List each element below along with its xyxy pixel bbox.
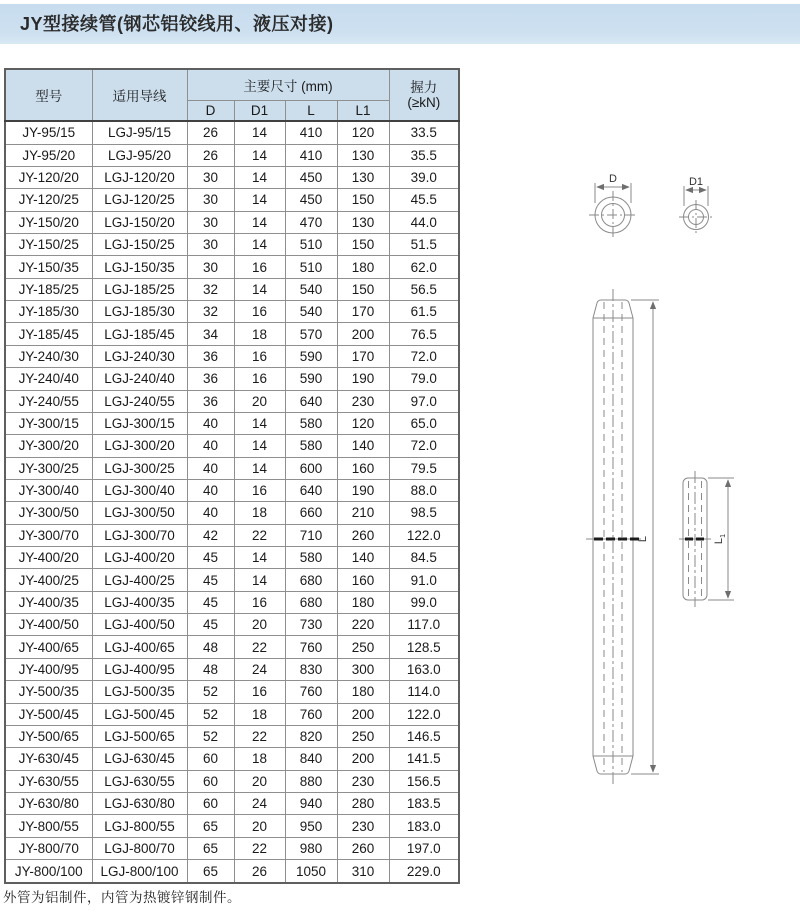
table-cell: JY-300/20 — [5, 435, 92, 457]
table-cell: 14 — [234, 189, 285, 211]
table-cell: 128.5 — [389, 636, 459, 658]
table-cell: 65 — [187, 815, 234, 837]
table-cell: 14 — [234, 569, 285, 591]
table-cell: 32 — [187, 278, 234, 300]
table-cell: 230 — [337, 390, 389, 412]
table-cell: 130 — [337, 144, 389, 166]
table-cell: JY-300/15 — [5, 412, 92, 434]
table-cell: 26 — [187, 144, 234, 166]
table-cell: 190 — [337, 479, 389, 501]
title-bar — [0, 4, 800, 44]
table-cell: 14 — [234, 166, 285, 188]
table-cell: 310 — [337, 860, 389, 883]
table-cell: JY-400/65 — [5, 636, 92, 658]
table-cell: 200 — [337, 323, 389, 345]
table-cell: 250 — [337, 725, 389, 747]
table-cell: 950 — [285, 815, 337, 837]
table-cell: 200 — [337, 703, 389, 725]
table-row — [5, 234, 459, 256]
table-cell: JY-120/25 — [5, 189, 92, 211]
table-cell: LGJ-400/20 — [92, 547, 187, 569]
table-cell: 98.5 — [389, 502, 459, 524]
technical-drawing — [555, 150, 775, 805]
table-cell: 62.0 — [389, 256, 459, 278]
col-header-grip — [389, 69, 459, 121]
table-cell: 45.5 — [389, 189, 459, 211]
page-title: JY型接续管(钢芯铝铰线用、液压对接) — [20, 14, 334, 34]
col-header-d: D — [187, 100, 234, 121]
table-row — [5, 435, 459, 457]
table-cell: JY-400/50 — [5, 614, 92, 636]
table-cell: JY-500/45 — [5, 703, 92, 725]
col-header-d1: D1 — [234, 100, 285, 121]
table-cell: JY-630/80 — [5, 792, 92, 814]
table-cell: 88.0 — [389, 479, 459, 501]
table-cell: 410 — [285, 121, 337, 144]
table-cell: LGJ-400/50 — [92, 614, 187, 636]
table-cell: JY-185/30 — [5, 301, 92, 323]
table-cell: 540 — [285, 278, 337, 300]
col-header-dimensions-group: 主要尺寸 (mm) — [187, 69, 389, 100]
table-row — [5, 658, 459, 680]
table-cell: LGJ-95/20 — [92, 144, 187, 166]
table-cell: 22 — [234, 636, 285, 658]
table-cell: 140 — [337, 435, 389, 457]
circle-diagram-d1 — [679, 176, 713, 234]
table-cell: 72.0 — [389, 435, 459, 457]
table-cell: LGJ-120/25 — [92, 189, 187, 211]
table-cell: 52 — [187, 703, 234, 725]
table-row — [5, 792, 459, 814]
table-cell: JY-630/45 — [5, 748, 92, 770]
table-cell: LGJ-400/35 — [92, 591, 187, 613]
table-cell: LGJ-630/80 — [92, 792, 187, 814]
table-cell: 730 — [285, 614, 337, 636]
table-cell: 590 — [285, 368, 337, 390]
table-row — [5, 636, 459, 658]
table-cell: 280 — [337, 792, 389, 814]
spec-table-header — [5, 69, 459, 121]
table-cell: 760 — [285, 636, 337, 658]
table-cell: 20 — [234, 614, 285, 636]
table-row — [5, 256, 459, 278]
table-cell: 24 — [234, 658, 285, 680]
table-row — [5, 569, 459, 591]
table-cell: 14 — [234, 144, 285, 166]
table-cell: JY-300/50 — [5, 502, 92, 524]
table-cell: 820 — [285, 725, 337, 747]
table-cell: 16 — [234, 681, 285, 703]
table-row — [5, 457, 459, 479]
table-cell: 1050 — [285, 860, 337, 883]
table-cell: 680 — [285, 569, 337, 591]
table-cell: 97.0 — [389, 390, 459, 412]
table-cell: 30 — [187, 234, 234, 256]
table-cell: 146.5 — [389, 725, 459, 747]
table-cell: 180 — [337, 591, 389, 613]
table-cell: 52 — [187, 681, 234, 703]
col-header-l1: L1 — [337, 100, 389, 121]
table-cell: 18 — [234, 323, 285, 345]
table-cell: LGJ-500/45 — [92, 703, 187, 725]
table-cell: JY-240/30 — [5, 345, 92, 367]
table-cell: 840 — [285, 748, 337, 770]
table-cell: 940 — [285, 792, 337, 814]
table-cell: 180 — [337, 256, 389, 278]
table-cell: 580 — [285, 435, 337, 457]
table-cell: LGJ-800/55 — [92, 815, 187, 837]
table-cell: 18 — [234, 502, 285, 524]
table-cell: 26 — [187, 121, 234, 144]
table-cell: 14 — [234, 234, 285, 256]
table-row — [5, 837, 459, 859]
table-cell: 22 — [234, 837, 285, 859]
table-cell: 30 — [187, 166, 234, 188]
table-cell: 14 — [234, 278, 285, 300]
table-cell: 450 — [285, 166, 337, 188]
table-cell: 20 — [234, 390, 285, 412]
table-cell: JY-400/25 — [5, 569, 92, 591]
footnote: 外管为铝制件，内管为热镀锌钢制件。 — [3, 890, 241, 905]
table-cell: 32 — [187, 301, 234, 323]
table-cell: 710 — [285, 524, 337, 546]
table-cell: 130 — [337, 166, 389, 188]
table-row — [5, 301, 459, 323]
table-cell: JY-630/55 — [5, 770, 92, 792]
tube-long-diagram — [586, 289, 659, 784]
table-cell: 470 — [285, 211, 337, 233]
table-cell: JY-400/35 — [5, 591, 92, 613]
table-row — [5, 479, 459, 501]
table-row — [5, 166, 459, 188]
table-cell: 36 — [187, 368, 234, 390]
table-cell: 40 — [187, 435, 234, 457]
table-cell: 39.0 — [389, 166, 459, 188]
table-row — [5, 412, 459, 434]
table-cell: JY-800/100 — [5, 860, 92, 883]
table-cell: 48 — [187, 658, 234, 680]
table-cell: 45 — [187, 547, 234, 569]
table-cell: 30 — [187, 211, 234, 233]
table-cell: 20 — [234, 815, 285, 837]
table-cell: 14 — [234, 435, 285, 457]
table-cell: JY-240/40 — [5, 368, 92, 390]
table-cell: 117.0 — [389, 614, 459, 636]
table-cell: 16 — [234, 256, 285, 278]
table-cell: LGJ-185/45 — [92, 323, 187, 345]
table-cell: JY-120/20 — [5, 166, 92, 188]
table-cell: 61.5 — [389, 301, 459, 323]
table-row — [5, 524, 459, 546]
table-cell: 590 — [285, 345, 337, 367]
table-cell: LGJ-120/20 — [92, 166, 187, 188]
table-cell: 640 — [285, 390, 337, 412]
table-cell: 140 — [337, 547, 389, 569]
table-row — [5, 278, 459, 300]
table-cell: 52 — [187, 725, 234, 747]
table-row — [5, 703, 459, 725]
table-cell: 197.0 — [389, 837, 459, 859]
table-row — [5, 368, 459, 390]
table-cell: LGJ-95/15 — [92, 121, 187, 144]
table-cell: 183.0 — [389, 815, 459, 837]
table-body — [5, 121, 459, 883]
dim-label-d: D — [609, 173, 617, 185]
table-cell: 160 — [337, 569, 389, 591]
table-cell: 170 — [337, 301, 389, 323]
table-cell: 14 — [234, 457, 285, 479]
table-cell: 40 — [187, 457, 234, 479]
table-row — [5, 390, 459, 412]
table-cell: 35.5 — [389, 144, 459, 166]
table-row — [5, 502, 459, 524]
table-cell: JY-150/25 — [5, 234, 92, 256]
table-cell: 20 — [234, 770, 285, 792]
table-cell: 830 — [285, 658, 337, 680]
table-row — [5, 748, 459, 770]
table-cell: 300 — [337, 658, 389, 680]
col-header-grip-line2: (≥kN) — [407, 95, 441, 110]
table-cell: 760 — [285, 681, 337, 703]
table-cell: 45 — [187, 569, 234, 591]
table-cell: 44.0 — [389, 211, 459, 233]
table-cell: LGJ-240/55 — [92, 390, 187, 412]
table-row — [5, 323, 459, 345]
table-row — [5, 614, 459, 636]
table-cell: 180 — [337, 681, 389, 703]
header-row-group — [5, 69, 459, 100]
table-cell: 24 — [234, 792, 285, 814]
circle-diagram-d — [589, 173, 637, 239]
col-header-model: 型号 — [5, 69, 92, 121]
table-cell: 150 — [337, 189, 389, 211]
table-cell: LGJ-800/100 — [92, 860, 187, 883]
table-row — [5, 725, 459, 747]
table-row — [5, 345, 459, 367]
table-cell: 18 — [234, 703, 285, 725]
table-row — [5, 681, 459, 703]
table-cell: 229.0 — [389, 860, 459, 883]
table-cell: LGJ-800/70 — [92, 837, 187, 859]
table-cell: LGJ-150/25 — [92, 234, 187, 256]
table-cell: 65 — [187, 860, 234, 883]
table-cell: 16 — [234, 479, 285, 501]
table-cell: 42 — [187, 524, 234, 546]
table-cell: 60 — [187, 770, 234, 792]
table-cell: 450 — [285, 189, 337, 211]
table-cell: 33.5 — [389, 121, 459, 144]
table-cell: 14 — [234, 211, 285, 233]
table-cell: LGJ-400/25 — [92, 569, 187, 591]
table-cell: 76.5 — [389, 323, 459, 345]
table-cell: 65.0 — [389, 412, 459, 434]
table-cell: LGJ-300/40 — [92, 479, 187, 501]
table-cell: 640 — [285, 479, 337, 501]
table-cell: 156.5 — [389, 770, 459, 792]
table-cell: 150 — [337, 278, 389, 300]
table-cell: LGJ-400/65 — [92, 636, 187, 658]
table-cell: 230 — [337, 770, 389, 792]
table-cell: JY-300/70 — [5, 524, 92, 546]
table-cell: 79.5 — [389, 457, 459, 479]
table-cell: 72.0 — [389, 345, 459, 367]
dim-label-l: L — [637, 535, 649, 543]
table-cell: 65 — [187, 837, 234, 859]
table-cell: LGJ-630/45 — [92, 748, 187, 770]
spec-table — [4, 68, 460, 884]
table-cell: 760 — [285, 703, 337, 725]
table-cell: JY-300/25 — [5, 457, 92, 479]
table-cell: 16 — [234, 591, 285, 613]
table-cell: 163.0 — [389, 658, 459, 680]
table-cell: 570 — [285, 323, 337, 345]
table-cell: JY-185/25 — [5, 278, 92, 300]
table-cell: 16 — [234, 368, 285, 390]
table-cell: LGJ-500/65 — [92, 725, 187, 747]
table-cell: 250 — [337, 636, 389, 658]
table-cell: JY-150/20 — [5, 211, 92, 233]
table-cell: 190 — [337, 368, 389, 390]
table-cell: 160 — [337, 457, 389, 479]
table-cell: 980 — [285, 837, 337, 859]
col-header-conductor: 适用导线 — [92, 69, 187, 121]
table-cell: JY-300/40 — [5, 479, 92, 501]
table-cell: LGJ-300/25 — [92, 457, 187, 479]
table-cell: 220 — [337, 614, 389, 636]
table-cell: 170 — [337, 345, 389, 367]
table-cell: 26 — [234, 860, 285, 883]
table-cell: 260 — [337, 837, 389, 859]
table-cell: 40 — [187, 412, 234, 434]
table-cell: 60 — [187, 748, 234, 770]
table-cell: JY-400/95 — [5, 658, 92, 680]
table-cell: LGJ-300/50 — [92, 502, 187, 524]
table-cell: 22 — [234, 524, 285, 546]
table-cell: 30 — [187, 189, 234, 211]
table-cell: LGJ-150/20 — [92, 211, 187, 233]
table-row — [5, 815, 459, 837]
table-cell: 34 — [187, 323, 234, 345]
table-cell: LGJ-300/70 — [92, 524, 187, 546]
table-cell: 260 — [337, 524, 389, 546]
table-row — [5, 121, 459, 144]
table-cell: LGJ-400/95 — [92, 658, 187, 680]
table-cell: 230 — [337, 815, 389, 837]
table-cell: JY-400/20 — [5, 547, 92, 569]
table-cell: 60 — [187, 792, 234, 814]
table-cell: 120 — [337, 412, 389, 434]
table-cell: 880 — [285, 770, 337, 792]
table-row — [5, 547, 459, 569]
table-cell: 84.5 — [389, 547, 459, 569]
table-cell: 580 — [285, 412, 337, 434]
table-cell: JY-150/35 — [5, 256, 92, 278]
table-cell: 510 — [285, 234, 337, 256]
table-cell: 36 — [187, 390, 234, 412]
table-cell: LGJ-185/30 — [92, 301, 187, 323]
table-cell: 580 — [285, 547, 337, 569]
table-cell: 122.0 — [389, 703, 459, 725]
table-cell: 410 — [285, 144, 337, 166]
tube-short-diagram — [679, 471, 734, 607]
table-cell: LGJ-185/25 — [92, 278, 187, 300]
table-cell: LGJ-500/35 — [92, 681, 187, 703]
table-cell: 680 — [285, 591, 337, 613]
table-cell: JY-500/65 — [5, 725, 92, 747]
table-cell: 150 — [337, 234, 389, 256]
table-cell: 16 — [234, 345, 285, 367]
table-cell: 22 — [234, 725, 285, 747]
table-cell: JY-185/45 — [5, 323, 92, 345]
table-cell: LGJ-300/20 — [92, 435, 187, 457]
table-cell: 540 — [285, 301, 337, 323]
table-cell: JY-800/55 — [5, 815, 92, 837]
col-header-l: L — [285, 100, 337, 121]
table-cell: 91.0 — [389, 569, 459, 591]
table-cell: LGJ-630/55 — [92, 770, 187, 792]
table-cell: 14 — [234, 121, 285, 144]
table-cell: 120 — [337, 121, 389, 144]
table-cell: 210 — [337, 502, 389, 524]
table-cell: JY-95/20 — [5, 144, 92, 166]
table-cell: 660 — [285, 502, 337, 524]
table-cell: 114.0 — [389, 681, 459, 703]
col-header-grip-line1: 握力 — [410, 80, 438, 95]
table-cell: 141.5 — [389, 748, 459, 770]
table-cell: JY-500/35 — [5, 681, 92, 703]
table-cell: 45 — [187, 591, 234, 613]
table-cell: 122.0 — [389, 524, 459, 546]
table-cell: 200 — [337, 748, 389, 770]
table-cell: 36 — [187, 345, 234, 367]
table-cell: 40 — [187, 479, 234, 501]
table-cell: LGJ-150/35 — [92, 256, 187, 278]
table-cell: JY-95/15 — [5, 121, 92, 144]
table-cell: 56.5 — [389, 278, 459, 300]
dim-label-d1: D1 — [688, 176, 704, 188]
table-cell: 40 — [187, 502, 234, 524]
table-cell: 30 — [187, 256, 234, 278]
table-cell: 48 — [187, 636, 234, 658]
table-cell: 14 — [234, 412, 285, 434]
table-cell: 130 — [337, 211, 389, 233]
table-cell: 79.0 — [389, 368, 459, 390]
table-row — [5, 189, 459, 211]
table-cell: 45 — [187, 614, 234, 636]
table-row — [5, 211, 459, 233]
table-cell: 16 — [234, 301, 285, 323]
table-cell: 18 — [234, 748, 285, 770]
table-cell: JY-800/70 — [5, 837, 92, 859]
table-row — [5, 860, 459, 883]
table-cell: 14 — [234, 547, 285, 569]
table-row — [5, 144, 459, 166]
table-cell: LGJ-240/30 — [92, 345, 187, 367]
table-cell: LGJ-240/40 — [92, 368, 187, 390]
table-cell: 51.5 — [389, 234, 459, 256]
dim-label-l1: $L_1$ — [713, 533, 727, 545]
table-cell: 99.0 — [389, 591, 459, 613]
table-row — [5, 591, 459, 613]
table-cell: JY-240/55 — [5, 390, 92, 412]
table-cell: 510 — [285, 256, 337, 278]
table-cell: 600 — [285, 457, 337, 479]
table-row — [5, 770, 459, 792]
table-cell: LGJ-300/15 — [92, 412, 187, 434]
table-cell: 183.5 — [389, 792, 459, 814]
